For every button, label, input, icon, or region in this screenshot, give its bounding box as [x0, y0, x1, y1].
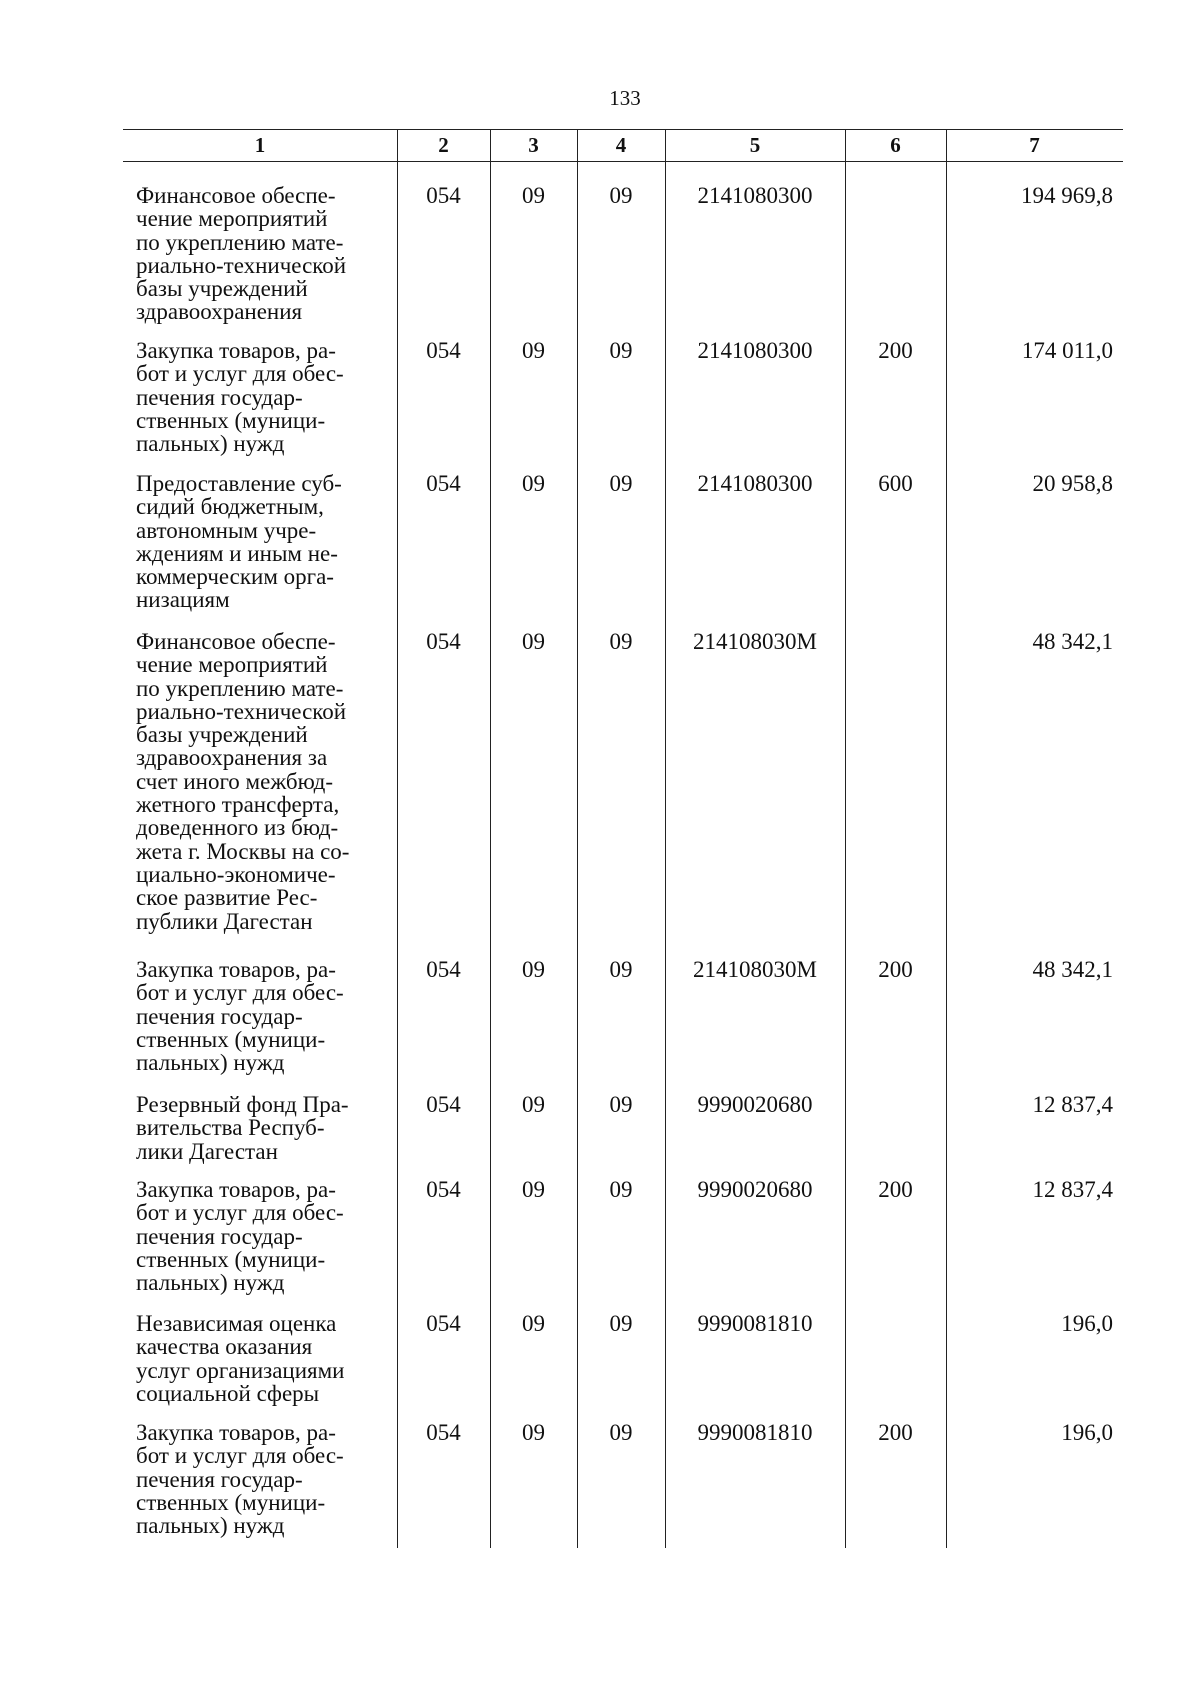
- column-header-7: 7: [1029, 133, 1040, 157]
- row-amount: 12 837,4: [1032, 1177, 1113, 1202]
- row-expense-type: 600: [878, 471, 913, 496]
- row-amount: 194 969,8: [1021, 183, 1113, 208]
- row-ministry-code: 054: [426, 629, 461, 654]
- row-target-article: 2141080300: [697, 471, 813, 496]
- row-ministry-code: 054: [426, 1092, 461, 1117]
- row-subsection-code: 09: [609, 183, 633, 208]
- row-section-code: 09: [522, 629, 545, 654]
- row-section-code: 09: [522, 1311, 545, 1336]
- row-amount: 174 011,0: [1021, 338, 1113, 363]
- row-ministry-code: 054: [426, 471, 461, 496]
- row-amount: 196,0: [1061, 1420, 1113, 1445]
- row-subsection-code: 09: [609, 1420, 633, 1445]
- row-expense-type: 200: [878, 338, 913, 363]
- row-amount: 20 958,8: [1032, 471, 1113, 496]
- row-section-code: 09: [522, 957, 545, 982]
- column-header-6: 6: [890, 133, 901, 157]
- row-target-article: 9990081810: [697, 1420, 813, 1445]
- row-description: Резервный фонд Пра- вительства Респуб- лики Дагестан: [136, 1092, 349, 1164]
- row-expense-type: 200: [878, 1420, 913, 1445]
- row-subsection-code: 09: [609, 957, 633, 982]
- row-section-code: 09: [522, 1092, 545, 1117]
- row-section-code: 09: [522, 1177, 545, 1202]
- row-ministry-code: 054: [426, 183, 461, 208]
- row-target-article: 2141080300: [697, 338, 813, 363]
- row-section-code: 09: [522, 338, 545, 363]
- row-subsection-code: 09: [609, 338, 633, 363]
- row-description: Закупка товаров, ра- бот и услуг для обес- печения государ- ственных (муници- пальных) нужд: [136, 1177, 344, 1296]
- row-description: Закупка товаров, ра- бот и услуг для обес- печения государ- ственных (муници- пальных) нужд: [136, 1420, 344, 1539]
- row-target-article: 214108030M: [693, 629, 817, 654]
- column-header-3: 3: [528, 133, 539, 157]
- row-ministry-code: 054: [426, 957, 461, 982]
- row-ministry-code: 054: [426, 1311, 461, 1336]
- row-section-code: 09: [522, 183, 545, 208]
- row-expense-type: 200: [878, 1177, 913, 1202]
- row-description: Финансовое обеспе- чение мероприятий по укреплению мате- риально-технической базы учреждений здравоохранения: [136, 183, 347, 325]
- column-header-5: 5: [749, 133, 761, 157]
- row-ministry-code: 054: [426, 1420, 461, 1445]
- column-header-2: 2: [438, 133, 449, 157]
- table-header-bottom-rule: [123, 161, 1123, 162]
- row-subsection-code: 09: [609, 629, 633, 654]
- row-section-code: 09: [522, 471, 545, 496]
- row-subsection-code: 09: [609, 1311, 633, 1336]
- row-target-article: 9990020680: [697, 1092, 813, 1117]
- row-target-article: 214108030M: [693, 957, 817, 982]
- row-ministry-code: 054: [426, 338, 461, 363]
- row-description: Финансовое обеспе- чение мероприятий по укреплению мате- риально-технической базы учреждений здравоохранения за счет иного межбюд- жетного трансферта, доведенного из бюд- жета г. Москвы на со- циально-экономиче- ское развитие Рес- публики Дагестан: [136, 629, 350, 934]
- column-header-4: 4: [615, 133, 627, 157]
- row-description: Закупка товаров, ра- бот и услуг для обес- печения государ- ственных (муници- пальных) нужд: [136, 338, 344, 457]
- row-description: Закупка товаров, ра- бот и услуг для обес- печения государ- ственных (муници- пальных) нужд: [136, 957, 344, 1076]
- row-subsection-code: 09: [609, 1177, 633, 1202]
- row-subsection-code: 09: [609, 1092, 633, 1117]
- row-expense-type: 200: [878, 957, 913, 982]
- row-section-code: 09: [522, 1420, 545, 1445]
- row-description: Независимая оценка качества оказания услуг организациями социальной сферы: [136, 1311, 345, 1406]
- row-description: Предоставление суб- сидий бюджетным, автономным учре- ждениям и иным не- коммерческим орга- низациям: [136, 471, 342, 613]
- row-target-article: 2141080300: [697, 183, 813, 208]
- row-ministry-code: 054: [426, 1177, 461, 1202]
- row-amount: 48 342,1: [1032, 629, 1113, 654]
- row-amount: 196,0: [1061, 1311, 1113, 1336]
- column-header-1: 1: [254, 133, 266, 157]
- row-amount: 48 342,1: [1032, 957, 1113, 982]
- row-target-article: 9990020680: [697, 1177, 813, 1202]
- page-number: 133: [609, 86, 641, 110]
- row-amount: 12 837,4: [1032, 1092, 1113, 1117]
- row-subsection-code: 09: [609, 471, 633, 496]
- row-target-article: 9990081810: [697, 1311, 813, 1336]
